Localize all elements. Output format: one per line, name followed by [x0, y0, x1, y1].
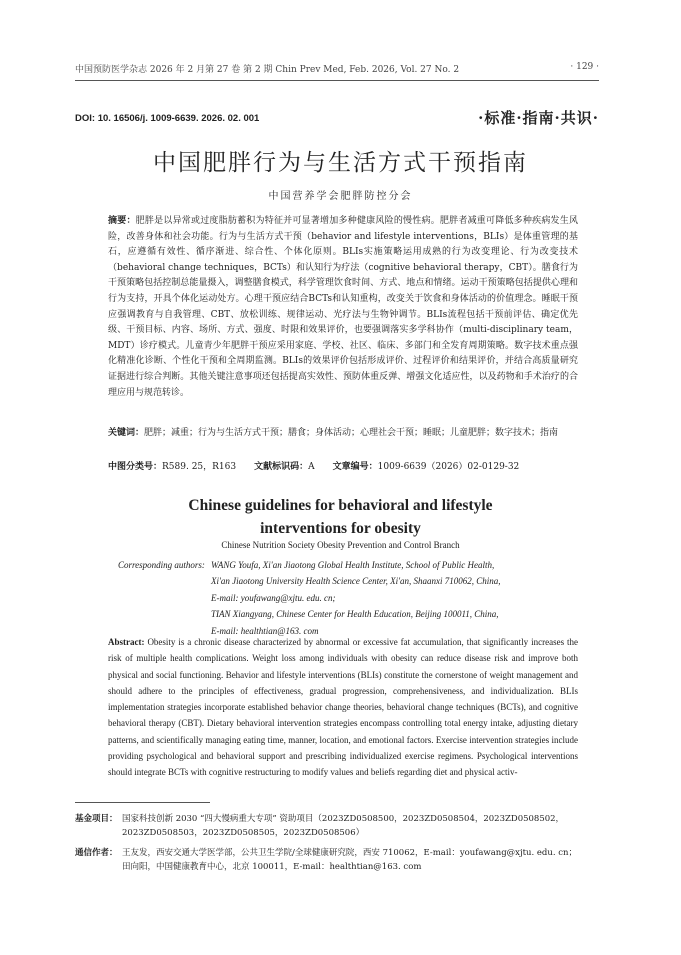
keywords-label: 关键词： — [108, 428, 145, 438]
title-english — [0, 494, 681, 540]
abstract-english — [108, 634, 578, 781]
corresponding-label: Corresponding authors: — [118, 560, 205, 570]
abstract-chinese-text: 肥胖是以异常或过度脂肪蓄积为特征并可显著增加多种健康风险的慢性病。肥胖者减重可降低多种疾病发生风险，改善身体和社会功能。行为与生活方式干预（behavior and lifestyle interventions，BLIs）是体重管理的基石，应遵循有效性、循序渐进、综合性、个体化原则。BLIs实施策略运用成熟的行为改变理论、行为改变技术（behavioral change techniques，BCTs）和认知行为疗法（cognitive behavioral therapy，CBT）。膳食行为干预策略包括控制总能量摄入，调整膳食模式，科学管理饮食时间、方式、地点和情绪。运动干预策略包括提供心理和行为支持，开具个体化运动处方。心理干预应结合BCTs和认知重构，改变关于饮食和身体活动的价值理念。睡眠干预应强调教育与自我管理、CBT、放松训练、规律运动、光疗法与生物钟调节。BLIs流程包括干预前评估、确定优先级、干预目标、内容、场所、方式、强度、时限和效果评价，也要强调落实多学科协作（multi-disciplinary team，MDT）诊疗模式。儿童青少年肥胖干预应采用家庭、学校、社区、临床、多部门和全发育周期策略。数字技术重点强化精准化诊断、个性化干预和全周期监测。BLIs的效果评价包括形成评价、过程评价和结果评价，并结合高质量研究证据进行综合判断。其他关键注意事项还包括提高实效性、预防体重反弹、增强文化适应性，以及药物和手术治疗的合理应用与规范转诊。 — [108, 216, 578, 398]
contact-footnote — [75, 847, 599, 874]
author-chinese: 中国营养学会肥胖防控分会 — [268, 191, 413, 202]
title-chinese: 中国肥胖行为与生活方式干预指南 — [153, 150, 528, 176]
article-number: 文章编号：1009-6639（2026）02-0129-32 — [332, 462, 520, 472]
doi: DOI: 10. 16506/j. 1009-6639. 2026. 02. 001 — [75, 113, 260, 124]
abstract-english-text: Obesity is a chronic disease characterized by abnormal or excessive fat accumulation, that significantly increases the risk of multiple health complications. Weight loss among individuals with obesity can reduce disease risk and improve both physical and social functioning. Behavior and lifestyle interventions (BLIs) constitute the cornerstone of weight management and should adhere to the principles of effectiveness, gradual progression, comprehensiveness, and individualization. BLIs implementation strategies incorporate established behavior change theories, behavioral change techniques (BCTs), and cognitive behavioral therapy (CBT). Dietary behavioral intervention strategies encompass controlling total energy intake, adjusting dietary patterns, and scientifically managing eating time, manner, location, and emotional factors. Exercise intervention strategies include providing psychological and behavioral support and prescribing individualized exercise regimens. Psychological interventions should integrate BCTs with cognitive restructuring to modify values and beliefs regarding diet and physical activ- — [108, 637, 578, 778]
contact-line: 田向阳，中国健康教育中心，北京 100011，E-mail：healthtian@163. com — [122, 861, 422, 872]
keywords-text: 肥胖；减重；行为与生活方式干预；膳食；身体活动；心理社会干预；睡眠；儿童肥胖；数字技术；指南 — [144, 428, 559, 438]
corresponding-email: E-mail: youfawang@xjtu. edu. cn; — [211, 592, 336, 603]
running-header — [75, 62, 599, 75]
title-english-line-1: Chinese guidelines for behavioral and lifestyle — [188, 497, 493, 514]
abstract-chinese — [108, 214, 578, 401]
organization-english: Chinese Nutrition Society Obesity Prevention and Control Branch — [221, 540, 460, 550]
abstract-chinese-label: 摘要： — [108, 216, 136, 226]
abstract-english-label: Abstract: — [108, 637, 145, 647]
clc-number: 中图分类号：R589. 25，R163 — [108, 462, 237, 472]
funding-text: 国家科技创新 2030 “四大慢病重大专项” 资助项目（2023ZD0508500，2023ZD0508504，2023ZD0508502，2023ZD0508503，2023ZD0508505，2023ZD0508506） — [122, 814, 565, 838]
title-english-line-2: interventions for obesity — [260, 520, 421, 537]
header-rule — [75, 80, 599, 81]
corresponding-line: Xi'an Jiaotong University Health Science Center, Xi'an, Shaanxi 710062, China, — [211, 576, 501, 587]
journal-citation: 中国预防医学杂志 2026 年 2 月第 27 卷 第 2 期 Chin Prev Med, Feb. 2026, Vol. 27 No. 2 — [75, 65, 460, 75]
funding-footnote — [75, 813, 599, 840]
corresponding-email: E-mail: healthtian@163. com — [211, 625, 319, 636]
corresponding-line: WANG Youfa, Xi'an Jiaotong Global Health Institute, School of Public Health, — [211, 560, 495, 570]
contact-label: 通信作者： — [75, 848, 118, 858]
contact-line: 王友发，西安交通大学医学部，公共卫生学院/全球健康研究院，西安 710062，E-mail：youfawang@xjtu. edu. cn； — [122, 848, 577, 858]
page-number: · 129 · — [570, 62, 599, 72]
classification-line — [108, 459, 578, 472]
document-code: 文献标识码：A — [254, 462, 315, 472]
keywords-chinese — [108, 426, 578, 442]
corresponding-authors — [118, 557, 591, 639]
column-heading: ·标准·指南·共识· — [478, 109, 599, 127]
footnote-rule — [75, 802, 210, 803]
corresponding-line: TIAN Xiangyang, Chinese Center for Health Education, Beijing 100011, China, — [211, 609, 499, 620]
funding-label: 基金项目： — [75, 814, 118, 824]
